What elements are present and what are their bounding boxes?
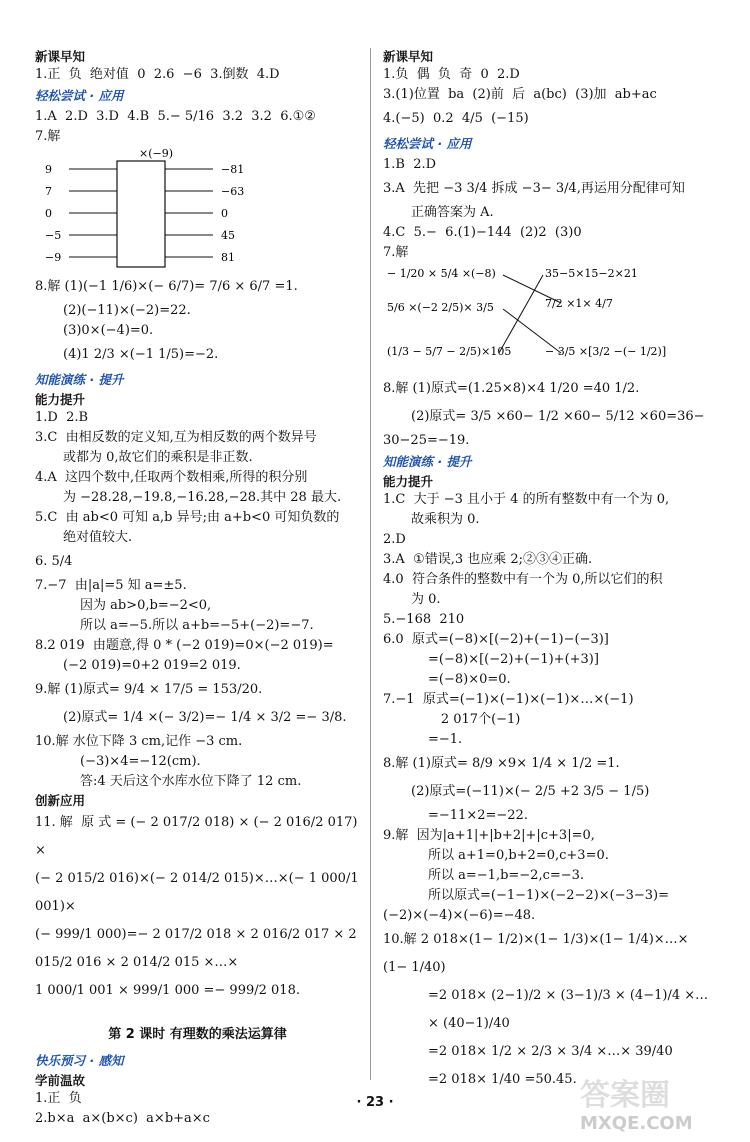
right-lines2-line-11: 5.−168 210 <box>383 612 465 627</box>
right-lines2-line-28: =2 018× (2−1)/2 × (3−1)/3 × (4−1)/4 ×…× (40−1)/40 <box>428 988 709 1031</box>
right-lines-block-2 <box>383 375 718 1094</box>
left-lines2-line-1: (2)(−11)×(−2)=22. <box>63 303 191 318</box>
left-lines-line-1: 1.正 负 绝对值 0 2.6 −6 3.倒数 4.D <box>35 67 280 82</box>
left-lines3-line-3: 2.b×a a×(b×c) a×b+a×c <box>35 1111 210 1126</box>
machine-header: ×(−9) <box>139 147 174 160</box>
right-lines2-line-16: 2 017个(−1) <box>383 712 521 727</box>
right-lines2-line-26: 10.解 2 018×(1− 1/2)×(1− 1/3)×(1− 1/4)×…× <box>383 932 689 947</box>
right-lines-line-8: 4.C 5.− 6.(1)−144 (2)2 (3)0 <box>383 225 582 240</box>
right-lines2-line-2: 30−25=−19. <box>383 433 470 448</box>
left-lines2-line-7: 3.C 由相反数的定义知,互为相反数的两个数异号 <box>35 430 317 445</box>
right-lines2-line-21: 9.解 因为|a+1|+|b+2|+|c+3|=0, <box>383 828 595 843</box>
right-lines2-line-8: 3.A ①错误,3 也应乘 2;②③④正确. <box>383 552 593 567</box>
right-lines2-line-17: =−1. <box>428 732 463 747</box>
machine-output-0: −81 <box>221 163 245 176</box>
right-lines-block-1 <box>383 48 718 263</box>
right-lines2-line-12: 6.0 原式=(−8)×[(−2)+(−1)−(−3)] <box>383 632 609 647</box>
right-lines2-line-9: 4.0 符合条件的整数中有一个为 0,所以它们的积 <box>383 572 663 587</box>
left-lines-block-2 <box>35 273 363 1005</box>
machine-input-2: 0 <box>45 207 52 220</box>
left-lines2-line-4: 知能演练 · 提升 <box>35 372 124 387</box>
watermark-text: 答案圈 <box>580 1078 670 1113</box>
column-divider <box>370 48 371 1080</box>
right-lines2-line-25: (−2)×(−4)×(−6)=−48. <box>383 908 536 923</box>
right-lines2-line-7: 2.D <box>383 532 406 547</box>
left-lines2-line-21: 10.解 水位下降 3 cm,记作 −3 cm. <box>35 734 243 749</box>
left-lines2-line-15: 因为 ab>0,b=−2<0, <box>80 598 212 613</box>
left-lines3-line-1: 学前温故 <box>35 1073 86 1088</box>
machine-input-1: 7 <box>45 185 52 198</box>
machine-output-3: 45 <box>221 229 235 242</box>
left-lines2-line-16: 所以 a=−5.所以 a+b=−5+(−2)=−7. <box>80 618 314 633</box>
right-lines2-line-0: 8.解 (1)原式=(1.25×8)×4 1/20 =40 1/2. <box>383 381 640 396</box>
left-lines2-line-23: 答:4 天后这个水库水位下降了 12 cm. <box>80 774 302 789</box>
left-lines3-line-2: 1.正 负 <box>35 1091 82 1106</box>
right-lines2-line-22: 所以 a+1=0,b+2=0,c+3=0. <box>428 848 609 863</box>
right-lines2-line-29: =2 018× 1/2 × 2/3 × 3/4 ×…× 39/40 <box>428 1044 673 1059</box>
left-lines2-line-19: 9.解 (1)原式= 9/4 × 17/5 = 153/20. <box>35 682 263 697</box>
machine-input-0: 9 <box>45 163 52 176</box>
right-lines2-line-3: 知能演练 · 提升 <box>383 454 472 469</box>
match-right-item-2: − 3/5 ×[3/2 −(− 1/2)] <box>545 345 667 358</box>
left-lines3-line-0: 快乐预习 · 感知 <box>35 1053 124 1068</box>
left-lines2-line-24: 创新应用 <box>35 793 86 808</box>
right-lines-line-7: 正确答案为 A. <box>411 205 494 220</box>
right-lines-line-2: 3.(1)位置 ba (2)前 后 a(bc) (3)加 ab+ac <box>383 87 657 102</box>
multiply-machine-diagram <box>35 147 265 269</box>
left-lines2-line-18: (−2 019)=0+2 019=2 019. <box>63 658 241 673</box>
left-lines2-line-25: 11. 解 原 式 = (− 2 017/2 018) × (− 2 016/2 017) × <box>35 815 362 858</box>
chapter-title: 第 2 课时 有理数的乘法运算律 <box>108 1027 287 1042</box>
match-right-item-0: 35−5×15−2×21 <box>545 267 638 280</box>
machine-input-4: −9 <box>45 251 62 264</box>
machine-output-2: 0 <box>221 207 228 220</box>
right-lines2-line-27: (1− 1/40) <box>383 960 446 975</box>
left-lines-line-0: 新课早知 <box>35 49 86 64</box>
right-lines2-line-23: 所以 a=−1,b=−2,c=−3. <box>428 868 585 883</box>
right-lines-line-4: 轻松尝试 · 应用 <box>383 136 472 151</box>
left-lines2-line-3: (4)1 2/3 ×(−1 1/5)=−2. <box>63 347 219 362</box>
right-lines2-line-4: 能力提升 <box>383 474 434 489</box>
left-lines2-line-26: (− 2 015/2 016)×(− 2 014/2 015)×…×(− 1 000/1 001)× <box>35 871 363 914</box>
match-left-item-1: 5/6 ×(−2 2/5)× 3/5 <box>387 301 494 314</box>
right-lines-line-3: 4.(−5) 0.2 4/5 (−15) <box>383 111 529 126</box>
machine-box <box>117 161 165 267</box>
left-lines-block-3 <box>35 1052 360 1129</box>
left-lines-line-3: 1.A 2.D 3.D 4.B 5.− 5/16 3.2 3.2 6.①② <box>35 109 316 124</box>
page-number: · 23 · <box>356 1095 394 1110</box>
right-lines-line-1: 1.负 偶 负 奇 0 2.D <box>383 67 520 82</box>
machine-output-4: 81 <box>221 251 235 264</box>
left-lines2-line-12: 绝对值较大. <box>63 530 133 545</box>
right-lines2-line-10: 为 0. <box>411 592 441 607</box>
left-lines2-line-0: 8.解 (1)(−1 1/6)×(− 6/7)= 7/6 × 6/7 =1. <box>35 279 298 294</box>
right-lines2-line-24: 所以原式=(−1−1)×(−2−2)×(−3−3)= <box>428 888 669 903</box>
right-lines2-line-18: 8.解 (1)原式= 8/9 ×9× 1/4 × 1/2 =1. <box>383 756 620 771</box>
watermark-logo <box>580 1078 750 1137</box>
left-lines2-line-2: (3)0×(−4)=0. <box>63 323 154 338</box>
left-lines-line-4: 7.解 <box>35 129 61 144</box>
right-lines2-line-1: (2)原式= 3/5 ×60− 1/2 ×60− 5/12 ×60=36− <box>411 409 705 424</box>
left-lines2-line-13: 6. 5/4 <box>35 554 73 569</box>
left-lines2-line-5: 能力提升 <box>35 392 86 407</box>
matching-diagram <box>383 263 683 371</box>
left-lines2-line-9: 4.A 这四个数中,任取两个数相乘,所得的积分别 <box>35 470 308 485</box>
right-lines2-line-14: =(−8)×0=0. <box>428 672 511 687</box>
machine-output-1: −63 <box>221 185 245 198</box>
left-lines2-line-22: (−3)×4=−12(cm). <box>80 754 201 769</box>
right-lines-line-6: 3.A 先把 −3 3/4 拆成 −3− 3/4,再运用分配律可知 <box>383 181 685 196</box>
left-column <box>35 48 363 1129</box>
left-lines2-line-27: (− 999/1 000)=− 2 017/2 018 × 2 016/2 017 × 2 015/2 016 × 2 014/2 015 ×…× <box>35 927 361 970</box>
right-column <box>383 48 718 1094</box>
machine-input-3: −5 <box>45 229 62 242</box>
match-left-item-2: (1/3 − 5/7 − 2/5)×105 <box>387 345 512 358</box>
match-left-item-0: − 1/20 × 5/4 ×(−8) <box>387 267 496 280</box>
left-lines2-line-10: 为 −28.28,−19.8,−16.28,−28.其中 28 最大. <box>63 490 342 505</box>
left-lines2-line-8: 或都为 0,故它们的乘积是非正数. <box>63 450 253 465</box>
left-lines2-line-11: 5.C 由 ab<0 可知 a,b 异号;由 a+b<0 可知负数的 <box>35 510 340 525</box>
right-lines-line-0: 新课早知 <box>383 49 434 64</box>
right-lines2-line-13: =(−8)×[(−2)+(−1)+(+3)] <box>428 652 599 667</box>
right-lines-line-5: 1.B 2.D <box>383 157 437 172</box>
left-lines2-line-20: (2)原式= 1/4 ×(− 3/2)=− 1/4 × 3/2 =− 3/8. <box>63 710 347 725</box>
left-lines2-line-14: 7.−7 由|a|=5 知 a=±5. <box>35 578 187 593</box>
left-lines2-line-6: 1.D 2.B <box>35 410 89 425</box>
right-lines2-line-5: 1.C 大于 −3 且小于 4 的所有整数中有一个为 0, <box>383 492 670 507</box>
right-lines-line-9: 7.解 <box>383 245 409 260</box>
left-lines2-line-28: 1 000/1 001 × 999/1 000 =− 999/2 018. <box>35 983 300 998</box>
match-line-3 <box>499 275 543 353</box>
watermark-sub: MXQE.COM <box>580 1113 693 1134</box>
left-lines2-line-17: 8.2 019 由题意,得 0 * (−2 019)=0×(−2 019)= <box>35 638 334 653</box>
right-lines2-line-6: 故乘积为 0. <box>411 512 480 527</box>
left-lines-line-2: 轻松尝试 · 应用 <box>35 88 124 103</box>
match-right-item-1: 7/2 ×1× 4/7 <box>545 297 613 310</box>
right-lines2-line-19: (2)原式=(−11)×(− 2/5 +2 3/5 − 1/5) <box>411 784 650 799</box>
left-lines-block-1 <box>35 48 360 147</box>
right-lines2-line-20: =−11×2=−22. <box>428 808 528 823</box>
right-lines2-line-30: =2 018× 1/40 =50.45. <box>428 1072 577 1087</box>
right-lines2-line-15: 7.−1 原式=(−1)×(−1)×(−1)×…×(−1) <box>383 692 634 707</box>
